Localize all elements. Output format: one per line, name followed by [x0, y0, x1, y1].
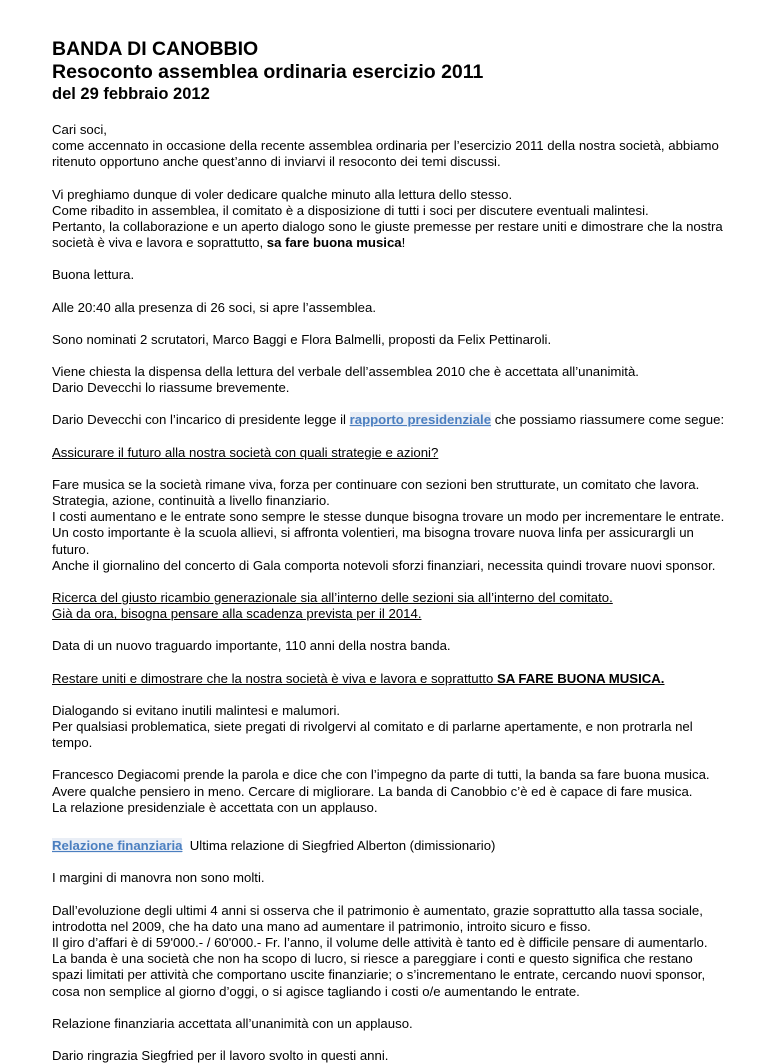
text-line: I costi aumentano e le entrate sono sempre le stesse dunque bisogna trovare un modo per incrementare le entrate. — [52, 509, 725, 525]
text-line: La relazione presidenziale è accettata con un applauso. — [52, 799, 378, 815]
text-line: introdotta nel 2009, che ha dato una mano ad aumentare il patrimonio, introito sicuro e fisso. — [52, 918, 591, 934]
report-body-future — [52, 477, 738, 574]
text-line: Dialogando si evitano inutili malintesi e malumori. — [52, 702, 341, 718]
report-body-dialogue — [52, 703, 738, 752]
report-body-degiacomi — [52, 767, 738, 816]
text-line: Il giro d’affari è di 59'000.- / 60'000.- Fr. l’anno, il volume delle attività è tanto ed è difficile pensare di aumentarlo. — [52, 934, 708, 950]
meeting-opening: Alle 20:40 alla presenza di 26 soci, si apre l’assemblea. — [52, 299, 377, 315]
text-line: Un costo importante è la scuola allievi, si affronta volentieri, ma bisogna trovare nuova linfa per assicurargli un — [52, 525, 694, 541]
bold-text: SA FARE BUONA MUSICA. — [496, 670, 665, 686]
text-line: Per qualsiasi problematica, siete pregati di rivolgervi al comitato e di parlarne apertamente, e non protrarla nel — [52, 719, 693, 735]
document-date: del 29 febbraio 2012 — [52, 85, 210, 103]
text-line: Ricerca del giusto ricambio generazionale sia all’interno delle sezioni sia all’interno del comitato. — [52, 590, 613, 606]
finance-thanks: Dario ringrazia Siegfried per il lavoro svolto in questi anni. — [52, 1047, 389, 1063]
finance-heading — [52, 838, 738, 854]
meeting-scrutineers: Sono nominati 2 scrutatori, Marco Baggi e Flora Balmelli, proposti da Felix Pettinaroli. — [52, 331, 552, 347]
text-line: Avere qualche pensiero in meno. Cercare di migliorare. La banda di Canobbio c’è ed è capace di fare musica. — [52, 783, 693, 799]
finance-margins: I margini di manovra non sono molti. — [52, 870, 265, 886]
text-run: Restare uniti e dimostrare che la nostra società è viva e lavora e soprattutto — [52, 670, 497, 686]
text-line: Già da ora, bisogna pensare alla scadenza prevista per il 2014. — [52, 606, 422, 622]
text-line: Anche il giornalino del concerto di Gala comporta notevoli sforzi finanziari, necessita quindi trovare nuovi sponsor. — [52, 557, 716, 573]
financial-report-link[interactable]: Relazione finanziaria — [52, 838, 183, 854]
text-line: Pertanto, la collaborazione e un aperto dialogo sono le giuste premesse per restare uniti e dimostrare che la nostra — [52, 219, 723, 235]
president-report-link[interactable]: rapporto presidenziale — [349, 412, 492, 428]
text-line — [52, 235, 738, 251]
finance-body — [52, 903, 738, 1000]
text-line: Come ribadito in assemblea, il comitato è a disposizione di tutti i soci per discutere eventuali malintesi. — [52, 202, 649, 218]
text-line: Strategia, azione, continuità a livello finanziario. — [52, 493, 330, 509]
text-line: Vi preghiamo dunque di voler dedicare qualche minuto alla lettura dello stesso. — [52, 186, 513, 202]
text-line: Viene chiesta la dispensa della lettura del verbale dell’assemblea 2010 che è accettata all’unanimità. — [52, 364, 639, 380]
text-line: Cari soci, — [52, 122, 107, 137]
text-run: società è viva e lavora e soprattutto, — [52, 235, 267, 251]
text-line: cosa non semplice al giorno d’oggi, o si agisce tagliando i costi o/e aumentando le entrate. — [52, 983, 580, 999]
text-line: tempo. — [52, 735, 93, 751]
intro-paragraph-closing: Buona lettura. — [52, 267, 135, 283]
text-run: Dario Devecchi con l’incarico di presidente legge il — [52, 412, 350, 428]
text-run: che possiamo riassumere come segue: — [491, 412, 725, 428]
document-subtitle: Resoconto assemblea ordinaria esercizio 2011 — [52, 61, 484, 83]
intro-paragraph-request — [52, 187, 738, 252]
report-body-anniversary: Data di un nuovo traguardo importante, 110 anni della nostra banda. — [52, 638, 451, 654]
finance-approved: Relazione finanziaria accettata all’unanimità con un applauso. — [52, 1015, 413, 1031]
meeting-minutes — [52, 364, 738, 396]
text-line: La banda è una società che non ha scopo di lucro, si riesce a pareggiare i conti e questo significa che restano — [52, 951, 693, 967]
text-line: Fare musica se la società rimane viva, forza per continuare con sezioni ben strutturate, un comitato che lavora. — [52, 476, 700, 492]
text-line: ritenuto opportuno anche quest’anno di inviarvi il resoconto dei temi discussi. — [52, 154, 501, 170]
text-line: come accennato in occasione della recente assemblea ordinaria per l’esercizio 2011 della nostra società, abbiamo — [52, 138, 719, 154]
text-line: Dario Devecchi lo riassume brevemente. — [52, 380, 290, 396]
bold-text: sa fare buona musica — [266, 235, 402, 251]
intro-paragraph-greeting — [52, 122, 738, 171]
document-title: BANDA DI CANOBBIO — [52, 38, 259, 60]
text-run: ! — [401, 235, 406, 251]
text-line: Dall’evoluzione degli ultimi 4 anni si osserva che il patrimonio è aumentato, grazie soprattutto alla tassa sociale, — [52, 902, 703, 918]
report-heading-future: Assicurare il futuro alla nostra società con quali strategie e azioni? — [52, 444, 439, 460]
report-heading-succession — [52, 590, 738, 622]
text-run: Ultima relazione di Siegfried Alberton (dimissionario) — [182, 838, 496, 854]
text-line: futuro. — [52, 541, 90, 557]
text-line: spazi limitati per attività che comportano uscite finanziarie; o s’incrementano le entrate, cercando nuovi sponsor, — [52, 967, 706, 983]
text-line: Francesco Degiacomi prende la parola e dice che con l’impegno da parte di tutti, la banda sa fare buona musica. — [52, 767, 710, 783]
meeting-president — [52, 412, 738, 428]
report-heading-unity — [52, 671, 738, 687]
